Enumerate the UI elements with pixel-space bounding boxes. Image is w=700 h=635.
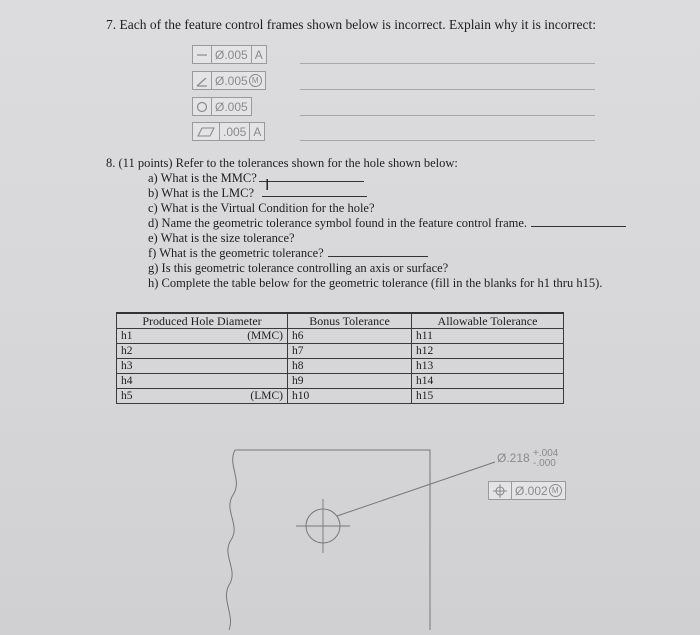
text-cursor-icon: I (265, 176, 270, 194)
tolerance-value: Ø.005 (215, 73, 248, 88)
circularity-icon (193, 98, 212, 115)
tolerance-value: Ø.005 (212, 46, 252, 63)
feature-control-frame-3 (192, 97, 252, 116)
answer-blank-b[interactable] (262, 186, 367, 197)
q8-item-d: d) Name the geometric tolerance symbol found in the feature control frame. (148, 216, 626, 231)
q8-item-e: e) What is the size tolerance? (148, 231, 295, 245)
cell-h1[interactable]: h1 (MMC) (117, 329, 288, 344)
table-row (117, 389, 564, 404)
angularity-icon (193, 72, 212, 89)
mmc-modifier-icon: M (549, 484, 562, 497)
q8-item-g: g) Is this geometric tolerance controlling an axis or surface? (148, 261, 449, 275)
lower-tolerance: -.000 (533, 458, 556, 469)
question-8 (106, 156, 626, 291)
diameter-value: Ø.218 (497, 451, 530, 466)
table-row (117, 359, 564, 374)
answer-line-4[interactable] (300, 140, 595, 141)
cell-h13[interactable]: h13 (412, 359, 564, 374)
question-7-title: 7. Each of the feature control frames shown below is incorrect. Explain why it is incorrect: (106, 17, 596, 32)
position-tolerance: Ø.002 (515, 483, 548, 498)
header-allowable-tolerance: Allowable Tolerance (412, 313, 564, 329)
datum-reference: A (254, 47, 263, 62)
cell-h12[interactable]: h12 (412, 344, 564, 359)
leader-line (337, 462, 495, 516)
straightness-icon (193, 46, 212, 63)
cell-h3[interactable]: h3 (117, 359, 288, 374)
cell-h10[interactable]: h10 (288, 389, 412, 404)
q8-item-f: f) What is the geometric tolerance? (148, 246, 626, 261)
header-produced-hole-diameter: Produced Hole Diameter (117, 313, 288, 329)
header-bonus-tolerance: Bonus Tolerance (288, 313, 412, 329)
cell-h14[interactable]: h14 (412, 374, 564, 389)
table-row (117, 344, 564, 359)
answer-blank-a[interactable] (259, 171, 364, 182)
flatness-icon (193, 123, 220, 140)
cell-h9[interactable]: h9 (288, 374, 412, 389)
answer-blank-d[interactable] (531, 216, 626, 227)
tolerance-value: Ø.005 (215, 99, 248, 114)
q8-item-b: b) What is the LMC? (148, 186, 626, 201)
feature-control-frame-2 (192, 71, 266, 90)
mmc-note: (MMC) (247, 330, 283, 342)
answer-blank-f[interactable] (328, 246, 428, 257)
feature-control-frame-1 (192, 45, 267, 64)
tolerance-value: .005 (220, 123, 250, 140)
position-icon (489, 482, 512, 499)
cell-h6[interactable]: h6 (288, 329, 412, 344)
answer-line-2[interactable] (300, 89, 595, 90)
mmc-modifier-icon: M (249, 74, 262, 87)
table-header-row (117, 313, 564, 329)
feature-control-frame-4 (192, 122, 265, 141)
answer-line-1[interactable] (300, 63, 595, 64)
position-control-frame (488, 481, 566, 500)
answer-line-3[interactable] (300, 115, 595, 116)
upper-tolerance: +.004 (533, 448, 559, 459)
diameter-dimension (497, 449, 558, 469)
cell-h2[interactable]: h2 (117, 344, 288, 359)
q8-item-c: c) What is the Virtual Condition for the hole? (148, 201, 375, 215)
cell-h15[interactable]: h15 (412, 389, 564, 404)
cell-h4[interactable]: h4 (117, 374, 288, 389)
q8-item-h: h) Complete the table below for the geometric tolerance (fill in the blanks for h1 thru h15). (148, 276, 603, 290)
question-8-title: 8. (11 points) Refer to the tolerances shown for the hole shown below: (106, 156, 458, 170)
lmc-note: (LMC) (250, 390, 283, 402)
tolerance-table (116, 312, 564, 404)
cell-h8[interactable]: h8 (288, 359, 412, 374)
cell-h5[interactable]: h5 (LMC) (117, 389, 288, 404)
table-row (117, 329, 564, 344)
cell-h11[interactable]: h11 (412, 329, 564, 344)
table-row (117, 374, 564, 389)
q8-item-a: a) What is the MMC? (148, 171, 626, 186)
cell-h7[interactable]: h7 (288, 344, 412, 359)
datum-reference: A (253, 124, 262, 139)
